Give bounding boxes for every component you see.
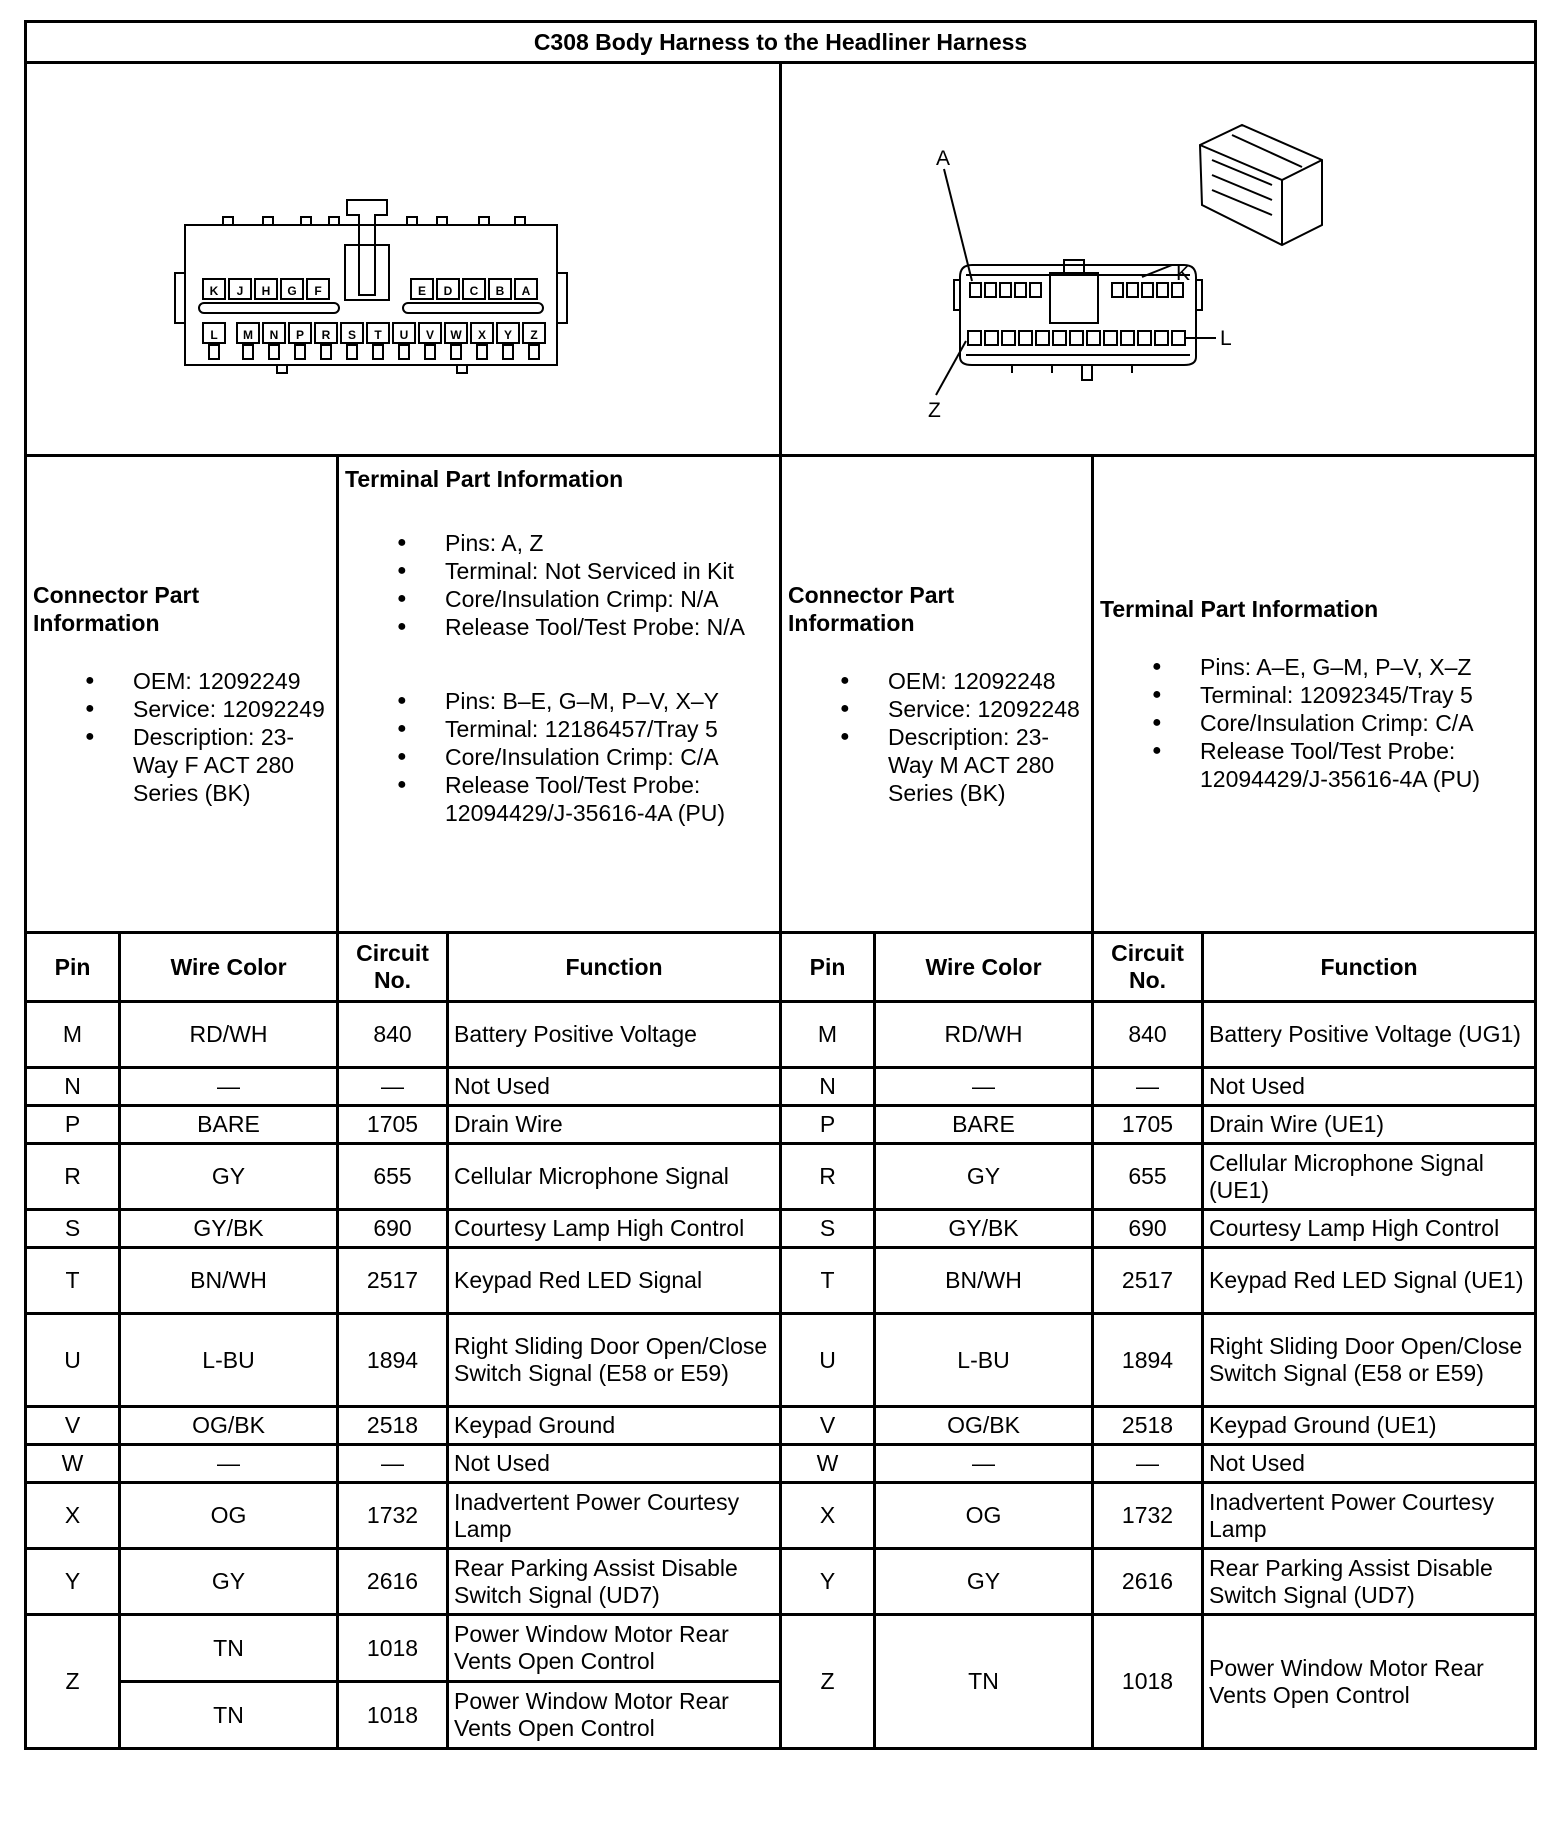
pin-cell: V	[26, 1407, 120, 1445]
pin-cell: S	[781, 1210, 875, 1248]
function-cell: Inadvertent Power Courtesy Lamp	[448, 1483, 781, 1549]
column-header-row	[26, 933, 1536, 1002]
pin-cavity	[341, 323, 363, 343]
circuit-cell: 2518	[338, 1407, 448, 1445]
function-cell: Battery Positive Voltage (UG1)	[1203, 1002, 1536, 1068]
list-item: ● Service: 12092248	[788, 695, 1085, 723]
function-cell: Courtesy Lamp High Control	[448, 1210, 781, 1248]
pin-cavity	[985, 283, 996, 297]
circuit-cell: 840	[1093, 1002, 1203, 1068]
lock-base	[345, 245, 389, 300]
right-connector-info	[781, 456, 1093, 933]
pin-label: L	[210, 328, 218, 342]
pin-cavity	[463, 279, 485, 299]
circuit-cell: 655	[1093, 1144, 1203, 1210]
list-item: ● Terminal: 12092345/Tray 5	[1100, 681, 1528, 709]
pin-cavity	[1138, 331, 1151, 345]
function-cell: Keypad Ground	[448, 1407, 781, 1445]
section-heading: Terminal Part Information	[345, 466, 624, 492]
pin-label: U	[399, 328, 409, 342]
pin-cell: W	[26, 1445, 120, 1483]
circuit-cell: —	[1093, 1445, 1203, 1483]
pin-cell: U	[26, 1314, 120, 1407]
document	[24, 20, 1534, 1810]
function-cell: Not Used	[1203, 1068, 1536, 1106]
housing-outline	[960, 265, 1196, 365]
header-wire-color: Wire Color	[875, 933, 1093, 1002]
wire-color-cell: —	[875, 1068, 1093, 1106]
header-function: Function	[1203, 933, 1536, 1002]
left-terminal-info	[338, 456, 781, 933]
wire-color-cell: OG	[120, 1483, 338, 1549]
pin-cavity	[203, 279, 225, 299]
function-cell: Drain Wire (UE1)	[1203, 1106, 1536, 1144]
list-item: ● Release Tool/Test Probe: 12094429/J-35616-4A (PU)	[345, 771, 773, 827]
pin-cavity	[970, 283, 981, 297]
wire-color-cell: GY	[120, 1144, 338, 1210]
left-connector-info	[26, 456, 338, 933]
pin-label: H	[261, 284, 271, 298]
terminal-tail	[295, 345, 305, 359]
function-cell: Battery Positive Voltage	[448, 1002, 781, 1068]
wire-color-cell: OG	[875, 1483, 1093, 1549]
pin-label: B	[495, 284, 505, 298]
wire-color-cell: OG/BK	[120, 1407, 338, 1445]
header-circuit: Circuit No.	[1093, 933, 1203, 1002]
pin-cell: V	[781, 1407, 875, 1445]
table-row	[26, 1615, 1536, 1682]
terminal-tail	[373, 345, 383, 359]
function-cell: Keypad Red LED Signal	[448, 1248, 781, 1314]
pin-cavity	[1087, 331, 1100, 345]
pin-cavity	[1030, 283, 1041, 297]
callout-l: L	[1220, 327, 1232, 350]
pin-cavity	[968, 331, 981, 345]
pin-label: E	[417, 284, 427, 298]
circuit-cell: 2616	[1093, 1549, 1203, 1615]
list-item: ● Description: 23-Way M ACT 280 Series (BK)	[788, 723, 1085, 807]
table-row	[26, 1068, 1536, 1106]
pin-cavity	[1142, 283, 1153, 297]
list-item: ● OEM: 12092249	[33, 667, 330, 695]
pin-cell: M	[781, 1002, 875, 1068]
pin-cavity	[1157, 283, 1168, 297]
connector-table	[24, 20, 1537, 1750]
pin-cavity	[1172, 331, 1185, 345]
female-connector-face	[27, 65, 779, 453]
table-row	[26, 1407, 1536, 1445]
pin-cavity	[263, 323, 285, 343]
circuit-cell: 2616	[338, 1549, 448, 1615]
pin-cavity	[437, 279, 459, 299]
terminal-tail	[269, 345, 279, 359]
terminal-info-list	[1100, 653, 1528, 793]
terminal-tail	[529, 345, 539, 359]
pin-cavity	[307, 279, 329, 299]
connector-info-list	[788, 667, 1085, 807]
pin-cavity	[497, 323, 519, 343]
wire-color-cell: OG/BK	[875, 1407, 1093, 1445]
pin-label: S	[347, 328, 357, 342]
pin-label: V	[425, 328, 435, 342]
section-heading: Connector Part Information	[788, 582, 955, 636]
pin-cavity	[1000, 283, 1011, 297]
function-cell: Right Sliding Door Open/Close Switch Signal (E58 or E59)	[1203, 1314, 1536, 1407]
header-function: Function	[448, 933, 781, 1002]
wire-color-cell: GY/BK	[120, 1210, 338, 1248]
pin-cell: U	[781, 1314, 875, 1407]
function-cell: Rear Parking Assist Disable Switch Signal (UD7)	[448, 1549, 781, 1615]
pin-cavity	[515, 279, 537, 299]
pin-label: F	[314, 284, 322, 298]
pin-cavity	[1015, 283, 1026, 297]
pin-cavity	[1104, 331, 1117, 345]
table-row	[26, 1445, 1536, 1483]
pin-cell: W	[781, 1445, 875, 1483]
list-item: ● Release Tool/Test Probe: N/A	[345, 613, 773, 641]
pin-cavity	[1002, 331, 1015, 345]
terminal-tail	[347, 345, 357, 359]
pin-label: Y	[503, 328, 513, 342]
pin-label: J	[236, 284, 244, 298]
pin-cell: P	[26, 1106, 120, 1144]
pin-cavity	[1172, 283, 1183, 297]
pin-cavity	[1121, 331, 1134, 345]
circuit-cell: 1732	[1093, 1483, 1203, 1549]
wire-color-cell: —	[875, 1445, 1093, 1483]
table-row	[26, 1314, 1536, 1407]
function-cell: Rear Parking Assist Disable Switch Signal (UD7)	[1203, 1549, 1536, 1615]
function-cell: Right Sliding Door Open/Close Switch Signal (E58 or E59)	[448, 1314, 781, 1407]
pin-label: A	[521, 284, 531, 298]
circuit-cell: —	[1093, 1068, 1203, 1106]
left-latch	[175, 273, 185, 323]
callout-k: K	[1176, 262, 1191, 285]
pin-cavity	[1127, 283, 1138, 297]
circuit-cell: 1894	[338, 1314, 448, 1407]
terminal-tail	[399, 345, 409, 359]
wire-color-cell: L-BU	[875, 1314, 1093, 1407]
function-cell: Cellular Microphone Signal (UE1)	[1203, 1144, 1536, 1210]
table-row	[26, 1210, 1536, 1248]
terminal-tail	[477, 345, 487, 359]
pin-label: M	[243, 328, 253, 342]
wire-color-cell: L-BU	[120, 1314, 338, 1407]
pin-cell: X	[26, 1483, 120, 1549]
terminal-info-list-1	[345, 529, 773, 641]
top-pin-row	[970, 283, 1183, 297]
female-connector-drawing	[26, 63, 781, 456]
function-cell: Keypad Ground (UE1)	[1203, 1407, 1536, 1445]
pin-cavity	[237, 323, 259, 343]
bottom-pin-row	[968, 331, 1185, 345]
function-cell: Not Used	[448, 1068, 781, 1106]
pin-label: P	[295, 328, 305, 342]
circuit-cell: —	[338, 1068, 448, 1106]
pin-cavity	[203, 323, 225, 343]
terminal-tail	[243, 345, 253, 359]
bottom-pin-row	[203, 323, 545, 359]
table-row	[26, 1483, 1536, 1549]
pin-cell: Z	[781, 1615, 875, 1749]
list-item: ● Pins: A–E, G–M, P–V, X–Z	[1100, 653, 1528, 681]
circuit-cell: 2517	[1093, 1248, 1203, 1314]
pin-cell: X	[781, 1483, 875, 1549]
pin-cell: N	[781, 1068, 875, 1106]
wire-color-cell: RD/WH	[120, 1002, 338, 1068]
pin-cavity	[489, 279, 511, 299]
circuit-cell: 1705	[1093, 1106, 1203, 1144]
pin-cell: R	[781, 1144, 875, 1210]
list-item: ● Core/Insulation Crimp: C/A	[1100, 709, 1528, 737]
wire-color-cell: BARE	[120, 1106, 338, 1144]
terminal-tail	[425, 345, 435, 359]
table-row	[26, 1549, 1536, 1615]
list-item: ● Description: 23-Way F ACT 280 Series (BK)	[33, 723, 330, 807]
pin-cavity	[281, 279, 303, 299]
pin-cell: T	[781, 1248, 875, 1314]
function-cell: Power Window Motor Rear Vents Open Control	[1203, 1615, 1536, 1749]
pin-label: T	[374, 328, 382, 342]
pin-cavity	[1070, 331, 1083, 345]
pin-cell: R	[26, 1144, 120, 1210]
pin-cell: P	[781, 1106, 875, 1144]
function-cell: Power Window Motor Rear Vents Open Control	[448, 1682, 781, 1749]
pin-label: X	[477, 328, 487, 342]
circuit-cell: 1018	[1093, 1615, 1203, 1749]
terminal-tail	[451, 345, 461, 359]
wire-color-cell: GY/BK	[875, 1210, 1093, 1248]
circuit-cell: 655	[338, 1144, 448, 1210]
table-row	[26, 1002, 1536, 1068]
circuit-cell: 1018	[338, 1615, 448, 1682]
wire-color-cell: GY	[875, 1549, 1093, 1615]
callout-a: A	[936, 147, 951, 170]
pin-cavity	[471, 323, 493, 343]
list-item: ● Service: 12092249	[33, 695, 330, 723]
callout-z: Z	[928, 399, 941, 422]
pin-cell: S	[26, 1210, 120, 1248]
circuit-cell: 2517	[338, 1248, 448, 1314]
list-item: ● OEM: 12092248	[788, 667, 1085, 695]
circuit-cell: 690	[338, 1210, 448, 1248]
pin-cavity	[523, 323, 545, 343]
circuit-cell: —	[338, 1445, 448, 1483]
terminal-tail	[503, 345, 513, 359]
list-item: ● Pins: B–E, G–M, P–V, X–Y	[345, 687, 773, 715]
circuit-cell: 840	[338, 1002, 448, 1068]
right-terminal-info	[1093, 456, 1536, 933]
wire-color-cell: GY	[120, 1549, 338, 1615]
pin-cavity	[315, 323, 337, 343]
terminal-info-list-2	[345, 687, 773, 827]
pin-cavity	[255, 279, 277, 299]
pin-cell: T	[26, 1248, 120, 1314]
wire-color-cell: TN	[875, 1615, 1093, 1749]
circuit-cell: 2518	[1093, 1407, 1203, 1445]
pin-cell: N	[26, 1068, 120, 1106]
pin-cavity	[1053, 331, 1066, 345]
male-connector-face	[782, 65, 1534, 453]
function-cell: Not Used	[1203, 1445, 1536, 1483]
male-connector-drawing	[781, 63, 1536, 456]
circuit-cell: 1705	[338, 1106, 448, 1144]
pin-cell: M	[26, 1002, 120, 1068]
center-key	[1050, 273, 1098, 323]
pin-cell: Y	[26, 1549, 120, 1615]
circuit-cell: 1732	[338, 1483, 448, 1549]
pin-label: N	[269, 328, 279, 342]
pin-cavity	[411, 279, 433, 299]
connector-info-list	[33, 667, 330, 807]
header-wire-color: Wire Color	[120, 933, 338, 1002]
list-item: ● Terminal: 12186457/Tray 5	[345, 715, 773, 743]
function-cell: Courtesy Lamp High Control	[1203, 1210, 1536, 1248]
pin-label: D	[443, 284, 453, 298]
table-title: C308 Body Harness to the Headliner Harness	[26, 22, 1536, 63]
pin-cavity	[289, 323, 311, 343]
section-heading: Connector Part Information	[33, 582, 200, 636]
pin-cell: Y	[781, 1549, 875, 1615]
pin-cavity	[419, 323, 441, 343]
pin-cavity	[229, 279, 251, 299]
section-heading: Terminal Part Information	[1100, 596, 1379, 622]
pin-cavity	[1155, 331, 1168, 345]
pin-label: K	[209, 284, 219, 298]
wire-color-cell: —	[120, 1068, 338, 1106]
function-cell: Keypad Red LED Signal (UE1)	[1203, 1248, 1536, 1314]
pin-cavity	[367, 323, 389, 343]
pin-label: C	[469, 284, 479, 298]
wire-color-cell: BN/WH	[120, 1248, 338, 1314]
circuit-cell: 690	[1093, 1210, 1203, 1248]
wire-color-cell: TN	[120, 1615, 338, 1682]
right-latch	[557, 273, 567, 323]
wire-color-cell: BN/WH	[875, 1248, 1093, 1314]
list-item: ● Core/Insulation Crimp: C/A	[345, 743, 773, 771]
pin-label: Z	[530, 328, 538, 342]
pin-cell: Z	[26, 1615, 120, 1749]
pin-cavity	[1112, 283, 1123, 297]
function-cell: Power Window Motor Rear Vents Open Control	[448, 1615, 781, 1682]
table-row	[26, 1144, 1536, 1210]
wire-color-cell: RD/WH	[875, 1002, 1093, 1068]
header-pin: Pin	[26, 933, 120, 1002]
pin-label: G	[287, 284, 297, 298]
table-row	[26, 1106, 1536, 1144]
pin-cavity	[1019, 331, 1032, 345]
table-row	[26, 1248, 1536, 1314]
terminal-tail	[321, 345, 331, 359]
pin-cavity	[985, 331, 998, 345]
list-item: ● Core/Insulation Crimp: N/A	[345, 585, 773, 613]
function-cell: Cellular Microphone Signal	[448, 1144, 781, 1210]
header-pin: Pin	[781, 933, 875, 1002]
list-item: ● Release Tool/Test Probe: 12094429/J-35616-4A (PU)	[1100, 737, 1528, 793]
pin-cavity	[445, 323, 467, 343]
wire-color-cell: BARE	[875, 1106, 1093, 1144]
wire-color-cell: GY	[875, 1144, 1093, 1210]
list-item: ● Pins: A, Z	[345, 529, 773, 557]
header-circuit: Circuit No.	[338, 933, 448, 1002]
wire-color-cell: TN	[120, 1682, 338, 1749]
function-cell: Not Used	[448, 1445, 781, 1483]
circuit-cell: 1018	[338, 1682, 448, 1749]
pin-label: W	[450, 328, 462, 342]
function-cell: Inadvertent Power Courtesy Lamp	[1203, 1483, 1536, 1549]
circuit-cell: 1894	[1093, 1314, 1203, 1407]
list-item: ● Terminal: Not Serviced in Kit	[345, 557, 773, 585]
pin-label: R	[321, 328, 331, 342]
connector-iso-view	[1200, 125, 1322, 245]
pin-cavity	[393, 323, 415, 343]
pin-cavity	[1036, 331, 1049, 345]
wire-color-cell: —	[120, 1445, 338, 1483]
function-cell: Drain Wire	[448, 1106, 781, 1144]
center-lock	[347, 200, 387, 295]
terminal-tail	[209, 345, 219, 359]
